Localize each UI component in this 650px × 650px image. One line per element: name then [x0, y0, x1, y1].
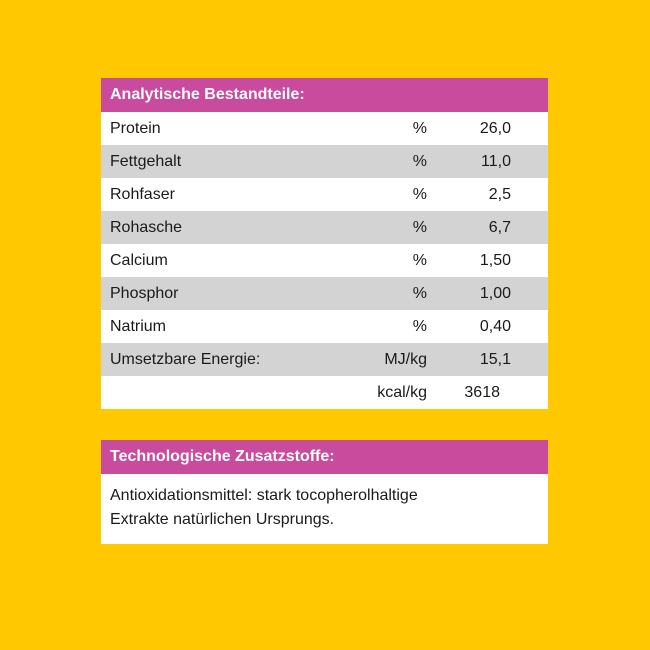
row-value: 2,5 [488, 186, 511, 203]
row-unit: % [412, 285, 427, 302]
technological-panel [101, 440, 548, 544]
row-unit: % [412, 219, 427, 236]
row-value: 6,7 [488, 219, 511, 236]
technological-text: Antioxidationsmittel: stark tocopherolhaltige Extrakte natürlichen Ursprungs. [110, 487, 418, 528]
row-value: 1,00 [479, 285, 511, 302]
row-label: Phosphor [110, 285, 179, 302]
row-unit: MJ/kg [384, 351, 427, 368]
row-label: Protein [110, 120, 161, 137]
row-unit: % [412, 153, 427, 170]
row-unit: % [412, 252, 427, 269]
row-label: Rohasche [110, 219, 183, 236]
table-row [101, 277, 548, 310]
row-unit: % [412, 120, 427, 137]
table-row [101, 310, 548, 343]
row-label: Calcium [110, 252, 168, 269]
row-value: 15,1 [479, 351, 511, 368]
table-row [101, 178, 548, 211]
row-unit: % [412, 186, 427, 203]
table-row [101, 112, 548, 145]
row-label: Umsetzbare Energie: [110, 351, 261, 368]
table-row [101, 211, 548, 244]
row-value: 11,0 [481, 153, 511, 170]
row-value: 0,40 [479, 318, 511, 335]
table-row [101, 145, 548, 178]
row-unit: % [412, 318, 427, 335]
row-label: Rohfaser [110, 186, 175, 203]
table-row [101, 376, 548, 409]
table-row [101, 343, 548, 376]
table-row [101, 244, 548, 277]
analytic-panel [101, 78, 548, 409]
row-value: 26,0 [479, 120, 511, 137]
row-label: Natrium [110, 318, 167, 335]
row-value: 3618 [464, 384, 500, 401]
row-label: Fettgehalt [110, 153, 182, 170]
technological-header: Technologische Zusatzstoffe: [101, 440, 548, 474]
analytic-header: Analytische Bestandteile: [101, 78, 548, 112]
row-value: 1,50 [479, 252, 511, 269]
row-unit: kcal/kg [377, 384, 427, 401]
analytic-table [101, 112, 548, 409]
